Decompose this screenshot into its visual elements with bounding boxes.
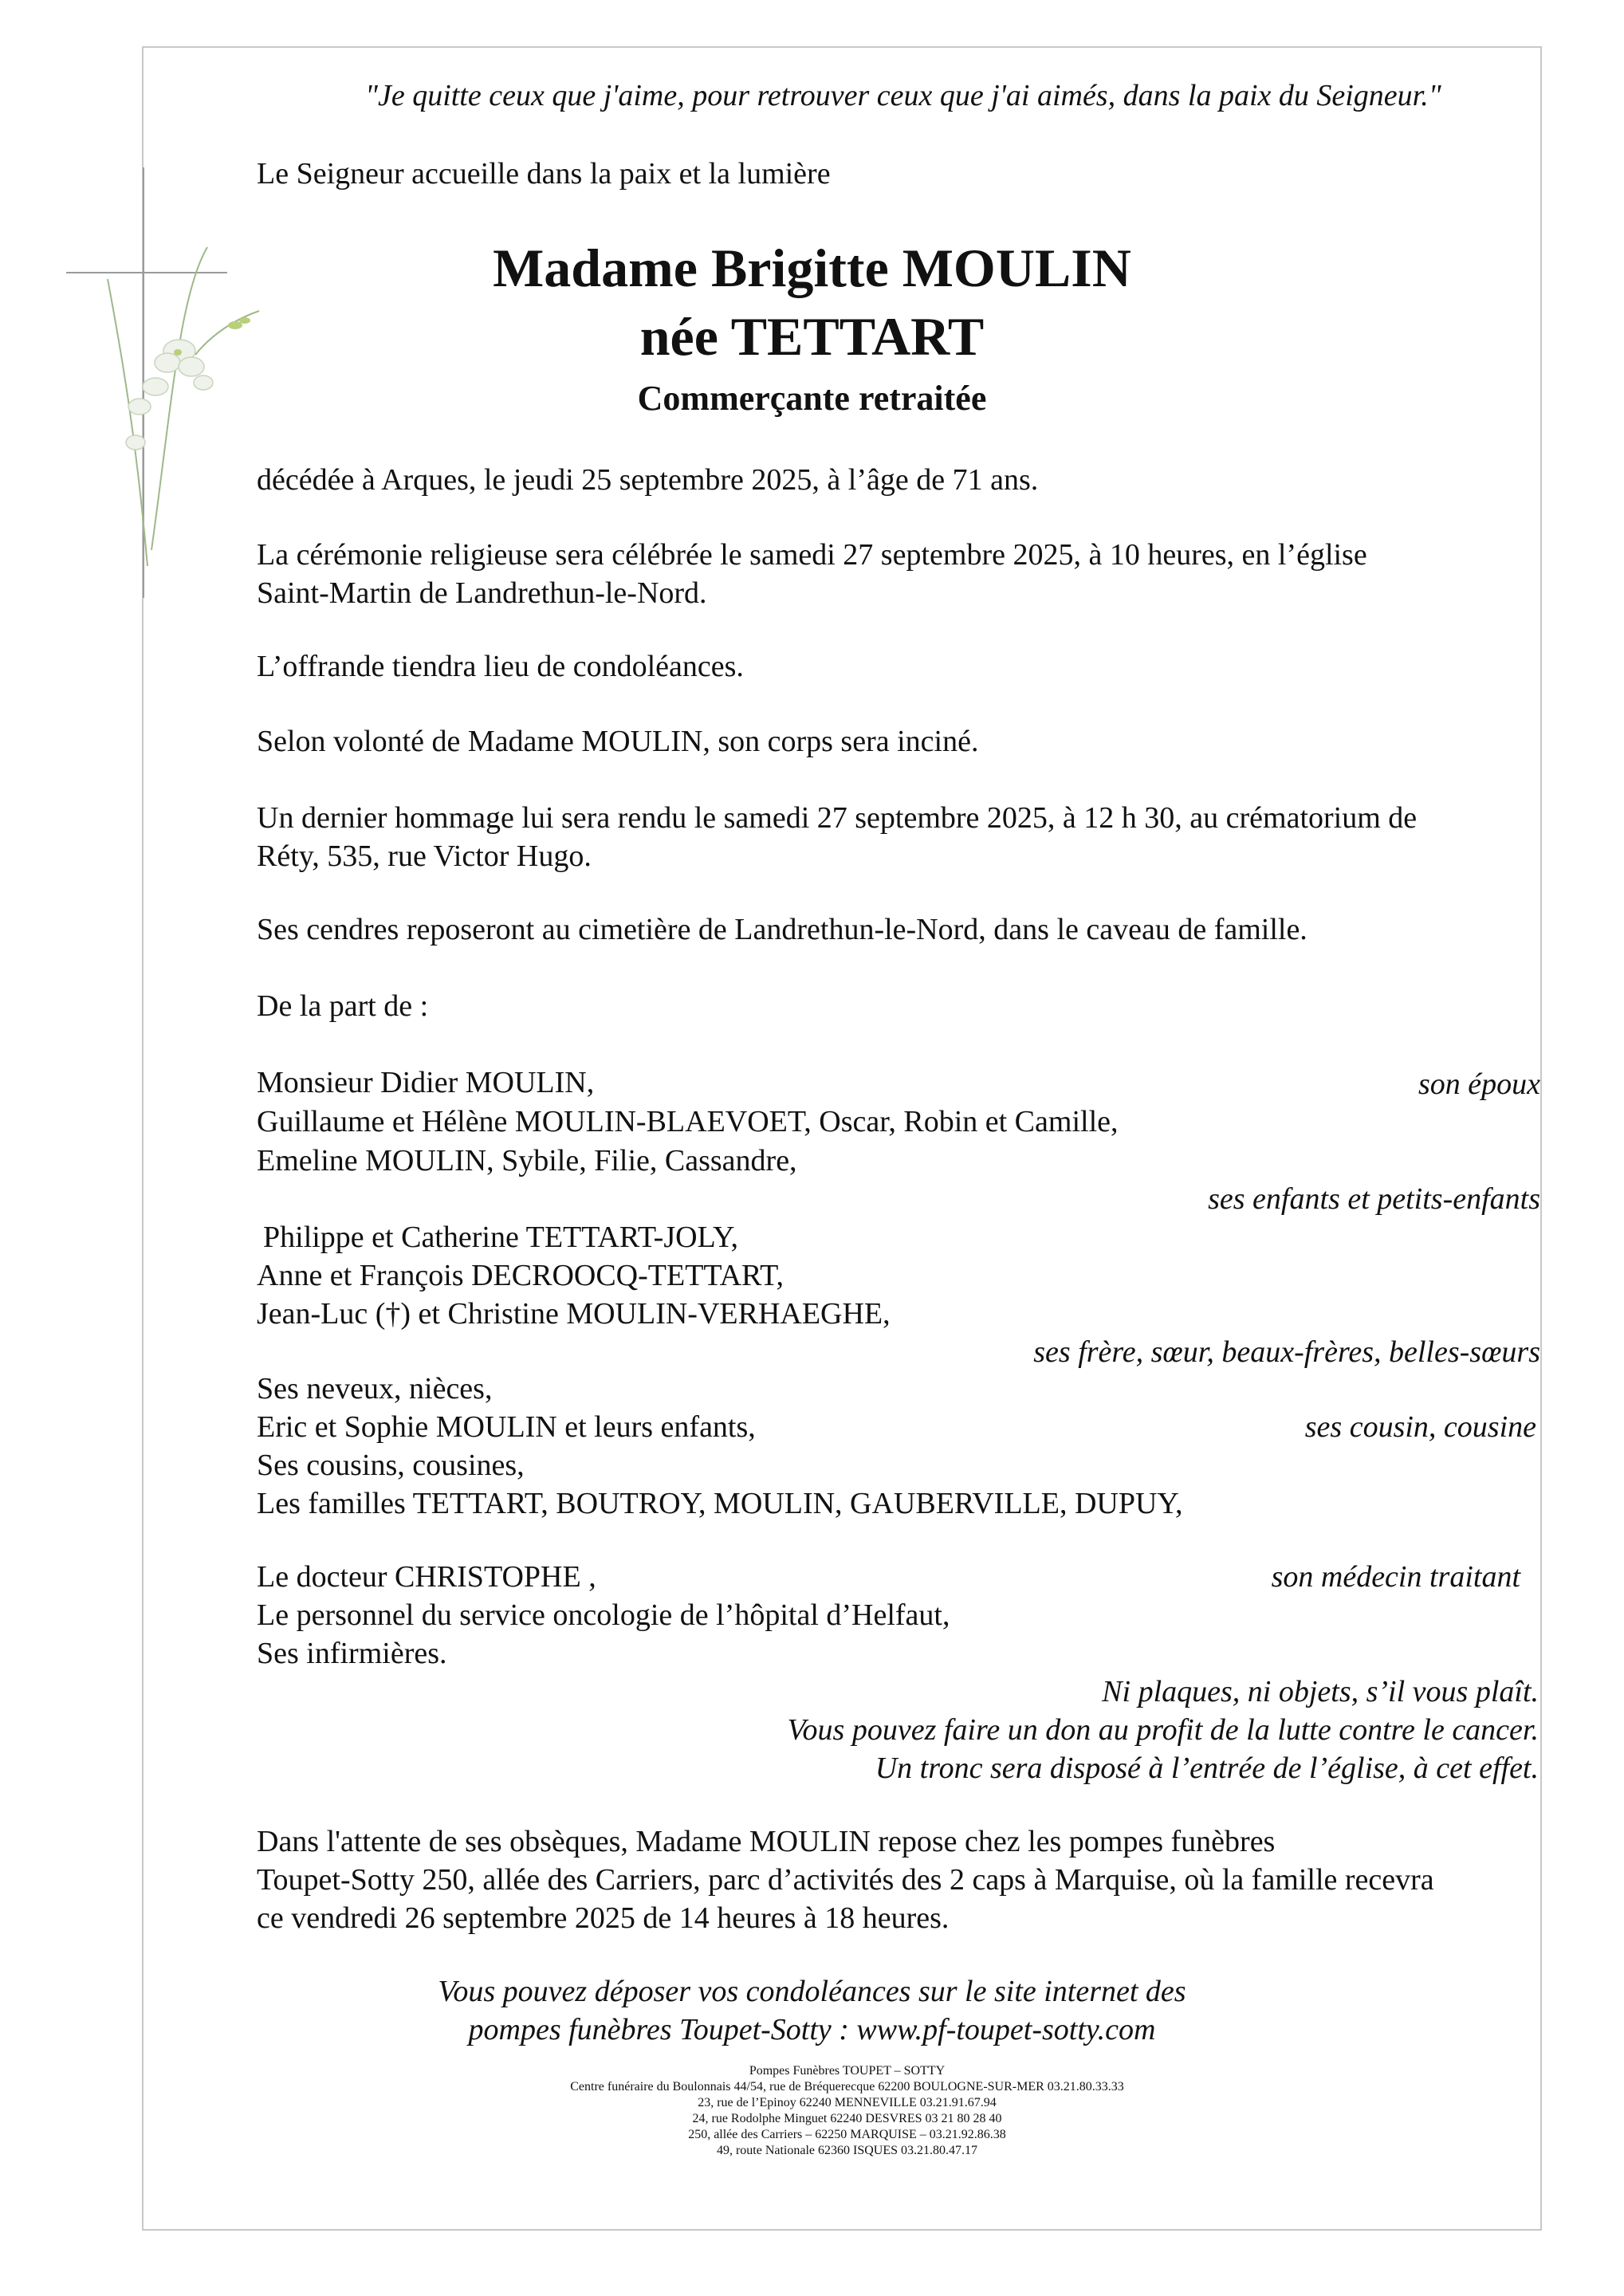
family-line: Philippe et Catherine TETTART-JOLY, [263,1221,738,1254]
family-line: Les familles TETTART, BOUTROY, MOULIN, GAUBERVILLE, DUPUY, [257,1487,1183,1520]
family-relation: ses enfants et petits-enfants [1208,1182,1540,1216]
footer-line: 24, rue Rodolphe Minguet 62240 DESVRES 03 21 80 28 40 [692,2112,1002,2125]
tribute-line: Un dernier hommage lui sera rendu le samedi 27 septembre 2025, à 12 h 30, au crématorium de [257,801,1418,835]
tribute-line: Réty, 535, rue Victor Hugo. [257,839,592,873]
family-line: Le docteur CHRISTOPHE , [257,1560,596,1594]
family-line: Le personnel du service oncologie de l’hôpital d’Helfaut, [257,1598,950,1632]
footer-line: Pompes Funèbres TOUPET – SOTTY [749,2064,946,2078]
profession: Commerçante retraitée [637,379,987,418]
from-heading: De la part de : [257,989,429,1023]
cremation-note: Selon volonté de Madame MOULIN, son corps sera inciné. [257,725,979,758]
family-line: Ses cousins, cousines, [257,1449,525,1482]
intro-line: Le Seigneur accueille dans la paix et la lumière [257,157,831,191]
ceremony-line: La cérémonie religieuse sera célébrée le samedi 27 septembre 2025, à 10 heures, en l’église [257,538,1367,572]
footer-line: 23, rue de l’Epinoy 62240 MENNEVILLE 03.21.91.67.94 [698,2096,997,2109]
family-line: Guillaume et Hélène MOULIN-BLAEVOET, Oscar, Robin et Camille, [257,1105,1119,1138]
viewing-line: Toupet-Sotty 250, allée des Carriers, parc d’activités des 2 caps à Marquise, où la famille recevra [257,1863,1434,1897]
family-line: Monsieur Didier MOULIN, [257,1066,595,1099]
family-line: Eric et Sophie MOULIN et leurs enfants, [257,1410,756,1444]
viewing-line: Dans l'attente de ses obsèques, Madame MOULIN repose chez les pompes funèbres [257,1825,1276,1858]
family-relation: son médecin traitant [1271,1560,1520,1594]
family-line: Jean-Luc (†) et Christine MOULIN-VERHAEGHE, [257,1297,891,1331]
viewing-line: ce vendredi 26 septembre 2025 de 14 heures à 18 heures. [257,1901,950,1935]
ashes-note: Ses cendres reposeront au cimetière de Landrethun-le-Nord, dans le caveau de famille. [257,913,1307,946]
condolences-line: Vous pouvez déposer vos condoléances sur le site internet des [438,1975,1186,2008]
condolences-line: pompes funèbres Toupet-Sotty : www.pf-toupet-sotty.com [468,2013,1156,2046]
notice-line: Un tronc sera disposé à l’entrée de l’église, à cet effet. [875,1751,1539,1785]
maiden-name: née TETTART [639,306,985,367]
ceremony-paragraph [257,536,1367,612]
tribute-paragraph [257,799,1417,875]
family-line: Ses infirmières. [257,1637,447,1670]
ceremony-line: Saint-Martin de Landrethun-le-Nord. [257,576,707,610]
family-line: Anne et François DECROOCQ-TETTART, [257,1259,784,1292]
notice-line: Ni plaques, ni objets, s’il vous plaît. [1102,1675,1539,1708]
notice-line: Vous pouvez faire un don au profit de la lutte contre le cancer. [787,1713,1539,1747]
family-line: Ses neveux, nièces, [257,1372,493,1406]
offering-note: L’offrande tiendra lieu de condoléances. [257,650,744,683]
family-relation: son époux [1418,1067,1540,1101]
viewing-paragraph [257,1822,1434,1937]
footer-line: 250, allée des Carriers – 62250 MARQUISE – 03.21.92.86.38 [688,2128,1006,2141]
funeral-home-footer [399,2063,1296,2159]
footer-line: Centre funéraire du Boulonnais 44/54, rue de Bréquerecque 62200 BOULOGNE-SUR-MER 03.21.80.33.33 [570,2080,1124,2094]
deceased-name: Madame Brigitte MOULIN [493,238,1131,298]
epigraph-quote: "Je quitte ceux que j'aime, pour retrouver ceux que j'ai aimés, dans la paix du Seigneur." [365,79,1441,112]
family-relation: ses cousin, cousine [1304,1410,1536,1444]
footer-line: 49, route Nationale 62360 ISQUES 03.21.80.47.17 [716,2144,978,2157]
condolences-paragraph [0,1972,1624,2049]
death-notice: décédée à Arques, le jeudi 25 septembre 2025, à l’âge de 71 ans. [257,463,1039,497]
family-relation: ses frère, sœur, beaux-frères, belles-sœurs [1033,1335,1540,1369]
family-line: Emeline MOULIN, Sybile, Filie, Cassandre, [257,1144,797,1177]
